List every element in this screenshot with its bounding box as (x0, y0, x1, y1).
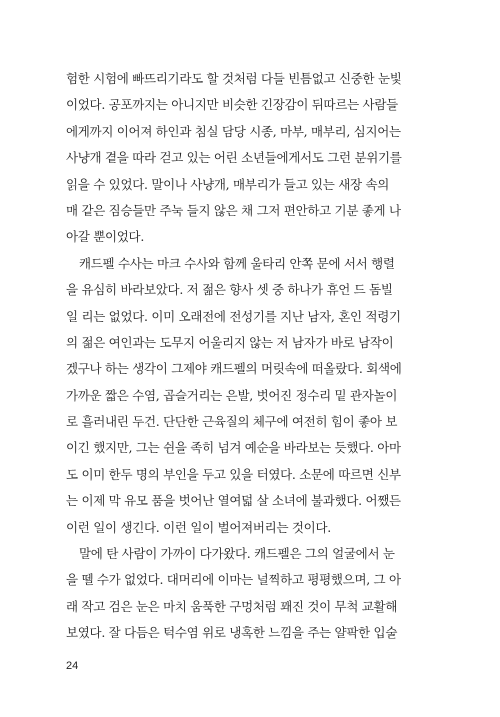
paragraph-start-line: 캐드펠 수사는 마크 수사와 함께 울타리 안쪽 문에 서서 행렬 (79, 255, 395, 271)
text-line: 래 작고 검은 눈은 마치 움푹한 구멍처럼 꽤진 것이 무척 교활해 (66, 598, 398, 614)
text-line: 로 흘러내린 두건. 단단한 근육질의 체구에 여전히 힘이 좋아 보 (66, 414, 398, 430)
body-text (66, 66, 434, 647)
text-line: 이긴 했지만, 그는 쉰을 족히 넘겨 예순을 바라보는 듯했다. 아마 (66, 440, 401, 456)
text-line: 매 같은 짐승들만 주눅 들지 않은 채 그저 편안하고 기분 좋게 나 (66, 202, 401, 218)
text-line: 일 리는 없었다. 이미 오래전에 전성기를 지난 남자, 혼인 적령기 (66, 308, 401, 324)
text-line: 는 이제 막 유모 품을 벗어난 열여덟 살 소녀에 불과했다. 어쨌든 (66, 493, 401, 509)
text-line: 겠구나 하는 생각이 그제야 캐드펠의 머릿속에 떠올랐다. 회색에 (66, 361, 402, 377)
text-line: 도 이미 한두 명의 부인을 두고 있을 터였다. 소문에 따르면 신부 (66, 466, 401, 482)
text-line: 사냥개 곁을 따라 걷고 있는 어린 소년들에게서도 그런 분위기를 (66, 150, 402, 166)
text-line: 가까운 짧은 수염, 곱슬거리는 은발, 벗어진 정수리 밑 관자놀이 (66, 387, 398, 403)
text-line: 아갈 뿐이었다. (66, 229, 144, 245)
text-line: 을 유심히 바라보았다. 저 젊은 향사 셋 중 하나가 휴언 드 돔빌 (66, 282, 393, 298)
text-line: 험한 시험에 빠뜨리기라도 할 것처럼 다들 빈틈없고 신중한 눈빛 (66, 71, 402, 86)
text-line: 을 뗄 수가 없었다. 대머리에 이마는 널찍하고 평평했으며, 그 아 (66, 572, 401, 588)
page-number: 24 (66, 660, 79, 672)
text-line: 에게까지 이어져 하인과 침실 담당 시종, 마부, 매부리, 심지어는 (66, 123, 401, 139)
text-line: 보였다. 잘 다듬은 턱수염 위로 냉혹한 느낌을 주는 얄팍한 입술 (66, 625, 398, 641)
text-line: 이런 일이 생긴다. 이런 일이 벌어져버리는 것이다. (66, 519, 331, 535)
text-line: 이었다. 공포까지는 아니지만 비슷한 긴장감이 뒤따르는 사람들 (66, 97, 398, 113)
paragraph-start-line: 말에 탄 사람이 가까이 다가왔다. 캐드펠은 그의 얼굴에서 눈 (79, 546, 395, 562)
text-line: 의 젊은 여인과는 도무지 어울리지 않는 저 남자가 바로 남작이 (66, 334, 394, 350)
text-line: 읽을 수 있었다. 말이나 사냥개, 매부리가 들고 있는 새장 속의 (66, 176, 390, 192)
